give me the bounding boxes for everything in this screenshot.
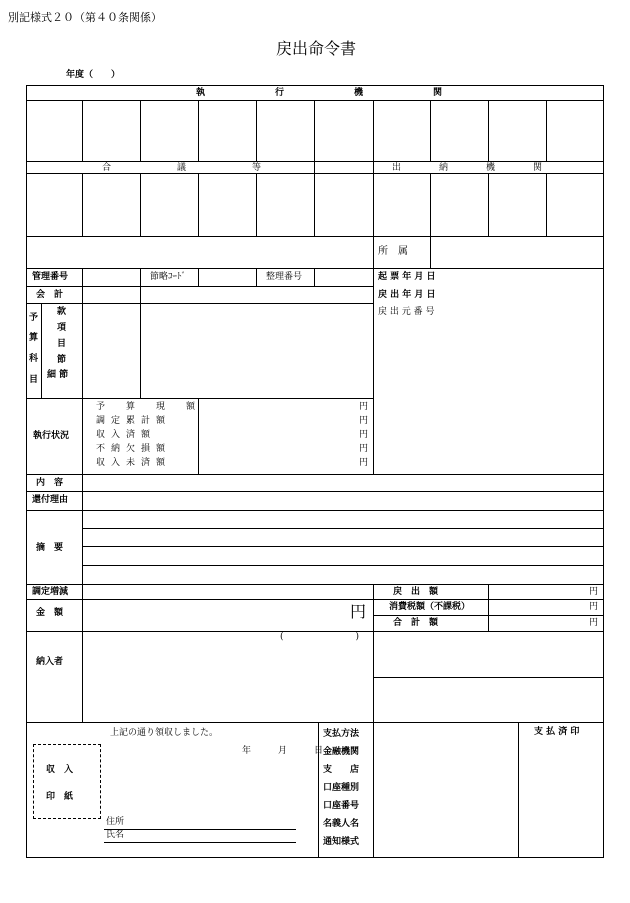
stamp-line1: 収 入 xyxy=(46,765,74,775)
seiri-bango-label: 整理番号 xyxy=(266,272,303,282)
payment-field-6: 名義人名 xyxy=(323,819,360,829)
yosan-kamoku-1: 予 xyxy=(29,313,39,323)
payment-field-1: 支払方法 xyxy=(323,729,360,739)
receipt-statement: 上記の通り領収しました。 xyxy=(110,728,219,738)
status-unit-2: 円 xyxy=(359,416,369,426)
address-label: 住所 xyxy=(106,817,125,827)
gokei-yen: 円 xyxy=(589,618,599,628)
chotei-zogen-label: 調定増減 xyxy=(32,587,69,597)
name-label: 氏名 xyxy=(106,830,125,840)
gokei-label: 合 計 額 xyxy=(393,618,439,628)
kaikei-label: 会 計 xyxy=(36,290,64,300)
reishutsu-date-label: 戻 出 年 月 日 xyxy=(378,290,436,300)
status-label-3: 収入済額 xyxy=(96,430,157,440)
status-label-1: 予 算 現 額 xyxy=(96,402,202,412)
payment-field-2: 金融機関 xyxy=(323,747,360,757)
yosan-kamoku-2: 算 xyxy=(29,333,39,343)
setsu-label: 節 xyxy=(57,355,67,365)
setsuryaku-code-label: 節略ｺｰﾄﾞ xyxy=(150,272,187,282)
reishutsu-gaku-label: 戻 出 額 xyxy=(393,587,439,597)
nonyusha-paren: ( ) xyxy=(280,632,360,642)
status-unit-1: 円 xyxy=(359,402,369,412)
moku-label: 目 xyxy=(57,339,67,349)
stamp-line2: 印 紙 xyxy=(46,792,74,802)
shohizei-label: 消費税額（不課税） xyxy=(389,602,471,612)
kingaku-label: 金 額 xyxy=(36,608,64,618)
status-label-4: 不納欠損額 xyxy=(96,444,172,454)
payment-field-4: 口座種別 xyxy=(323,783,360,793)
kan-label: 款 xyxy=(57,307,67,317)
status-unit-5: 円 xyxy=(359,458,369,468)
payment-field-5: 口座番号 xyxy=(323,801,360,811)
executing-agency-heading: 執行機関 xyxy=(196,88,513,98)
receipt-date: 年 月 日 xyxy=(242,746,327,756)
kingaku-yen: 円 xyxy=(350,602,367,621)
payment-field-3: 支 店 xyxy=(323,765,360,775)
nonyusha-label: 納入者 xyxy=(36,657,64,667)
treasury-heading: 出納機関 xyxy=(392,163,581,173)
form-id: 別記様式２０（第４０条関係） xyxy=(8,11,162,24)
council-heading: 合議等 xyxy=(102,163,328,173)
status-label-2: 調定累計額 xyxy=(96,416,172,426)
tekiyo-label: 摘 要 xyxy=(36,543,64,553)
affiliation-label: 所 属 xyxy=(378,246,408,257)
saisetsu-label: 細 節 xyxy=(47,370,69,380)
paid-stamp-label: 支 払 済 印 xyxy=(534,727,580,737)
shohizei-yen: 円 xyxy=(589,602,599,612)
reishutsu-moto-label: 戻 出 元 番 号 xyxy=(378,307,435,317)
status-label-5: 収入未済額 xyxy=(96,458,172,468)
kihyo-date-label: 起 票 年 月 日 xyxy=(378,272,436,282)
yosan-kamoku-4: 目 xyxy=(29,375,39,385)
revenue-stamp-box xyxy=(33,744,101,819)
fiscal-year-label: 年度（ ） xyxy=(66,70,121,80)
payment-field-7: 通知様式 xyxy=(323,837,360,847)
kanpu-riyu-label: 還付理由 xyxy=(32,495,69,505)
kou-label: 項 xyxy=(57,323,67,333)
kanri-bango-label: 管理番号 xyxy=(32,272,69,282)
page-title: 戻出命令書 xyxy=(276,39,357,58)
reishutsu-gaku-yen: 円 xyxy=(589,587,599,597)
shikko-jokyo-label: 執行状況 xyxy=(33,431,70,441)
yosan-kamoku-3: 科 xyxy=(29,354,39,364)
status-unit-4: 円 xyxy=(359,444,369,454)
naiyo-label: 内 容 xyxy=(36,478,64,488)
status-unit-3: 円 xyxy=(359,430,369,440)
